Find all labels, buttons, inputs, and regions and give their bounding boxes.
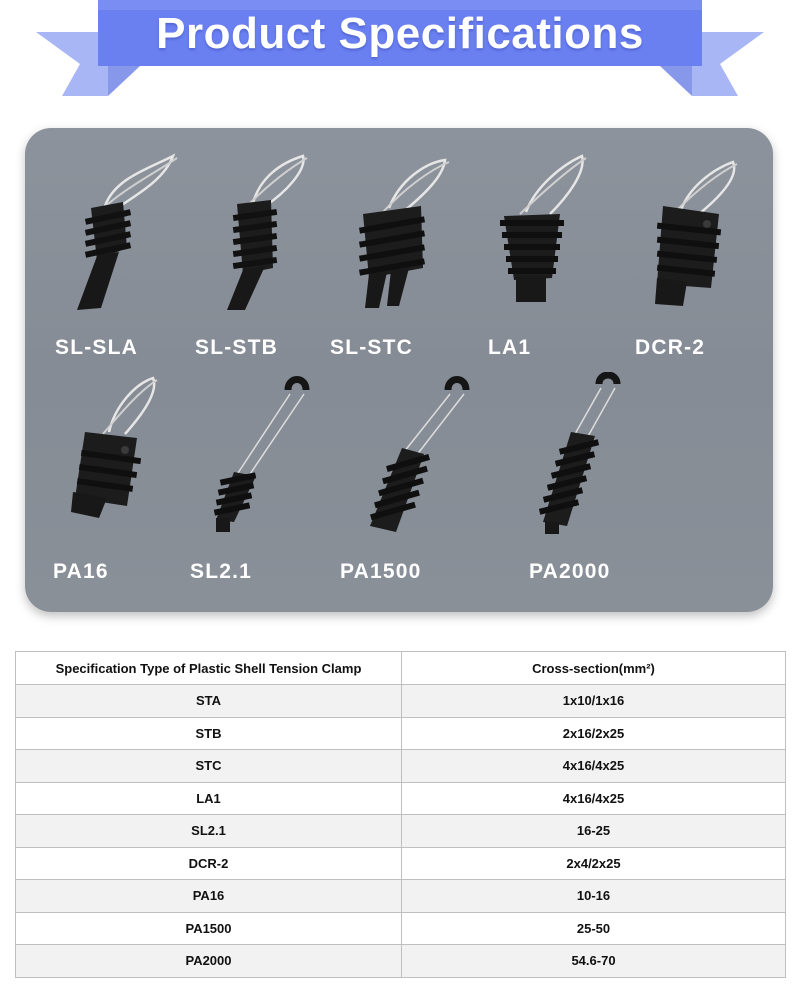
cell-cross-section: 4x16/4x25 bbox=[402, 782, 786, 815]
table-row bbox=[16, 750, 786, 783]
product-label: SL-SLA bbox=[55, 336, 139, 359]
product-sl-sla bbox=[45, 148, 185, 359]
cell-type: LA1 bbox=[16, 782, 402, 815]
tension-clamp-split-wedge-icon bbox=[325, 148, 465, 318]
page-title: Product Specifications bbox=[156, 9, 644, 58]
product-sl2-1 bbox=[180, 372, 320, 583]
tension-clamp-hook-icon bbox=[340, 372, 480, 542]
product-label: PA2000 bbox=[529, 560, 611, 583]
tension-clamp-wire-loop-icon bbox=[625, 148, 765, 318]
cell-cross-section: 1x10/1x16 bbox=[402, 685, 786, 718]
product-label: SL2.1 bbox=[190, 560, 253, 583]
tension-clamp-hook-icon bbox=[180, 372, 320, 542]
table-header-row bbox=[16, 652, 786, 685]
table-row bbox=[16, 945, 786, 978]
table-row bbox=[16, 912, 786, 945]
product-dcr-2 bbox=[625, 148, 765, 359]
table-row bbox=[16, 815, 786, 848]
table-row bbox=[16, 880, 786, 913]
cell-type: PA16 bbox=[16, 880, 402, 913]
product-pa2000 bbox=[515, 372, 655, 583]
column-header-cross-section: Cross-section(mm²) bbox=[402, 652, 786, 685]
cell-type: SL2.1 bbox=[16, 815, 402, 848]
product-label: PA1500 bbox=[340, 560, 422, 583]
tension-clamp-wire-loop-icon bbox=[185, 148, 325, 318]
cell-cross-section: 54.6-70 bbox=[402, 945, 786, 978]
tension-clamp-hook-icon bbox=[515, 372, 655, 542]
cell-type: STB bbox=[16, 717, 402, 750]
product-label: LA1 bbox=[488, 336, 532, 359]
product-la1 bbox=[480, 148, 620, 359]
product-sl-stb bbox=[185, 148, 325, 359]
tension-clamp-wire-loop-icon bbox=[45, 372, 185, 542]
tension-clamp-wire-loop-icon bbox=[45, 148, 185, 318]
table-row bbox=[16, 717, 786, 750]
product-label: DCR-2 bbox=[635, 336, 706, 359]
product-label: PA16 bbox=[53, 560, 109, 583]
cell-type: DCR-2 bbox=[16, 847, 402, 880]
cell-cross-section: 10-16 bbox=[402, 880, 786, 913]
title-banner bbox=[0, 0, 800, 110]
product-pa16 bbox=[45, 372, 185, 583]
product-sl-stc bbox=[325, 148, 465, 359]
specification-table bbox=[15, 651, 786, 978]
product-label: SL-STB bbox=[195, 336, 279, 359]
cell-type: STA bbox=[16, 685, 402, 718]
column-header-type: Specification Type of Plastic Shell Tension Clamp bbox=[16, 652, 402, 685]
product-pa1500 bbox=[340, 372, 480, 583]
cell-type: STC bbox=[16, 750, 402, 783]
product-gallery bbox=[25, 128, 773, 612]
cell-cross-section: 4x16/4x25 bbox=[402, 750, 786, 783]
cell-cross-section: 25-50 bbox=[402, 912, 786, 945]
product-label: SL-STC bbox=[330, 336, 414, 359]
tension-clamp-wire-loop-icon bbox=[480, 148, 620, 318]
cell-type: PA1500 bbox=[16, 912, 402, 945]
table-row bbox=[16, 782, 786, 815]
cell-type: PA2000 bbox=[16, 945, 402, 978]
cell-cross-section: 2x16/2x25 bbox=[402, 717, 786, 750]
table-row bbox=[16, 685, 786, 718]
cell-cross-section: 2x4/2x25 bbox=[402, 847, 786, 880]
table-row bbox=[16, 847, 786, 880]
cell-cross-section: 16-25 bbox=[402, 815, 786, 848]
